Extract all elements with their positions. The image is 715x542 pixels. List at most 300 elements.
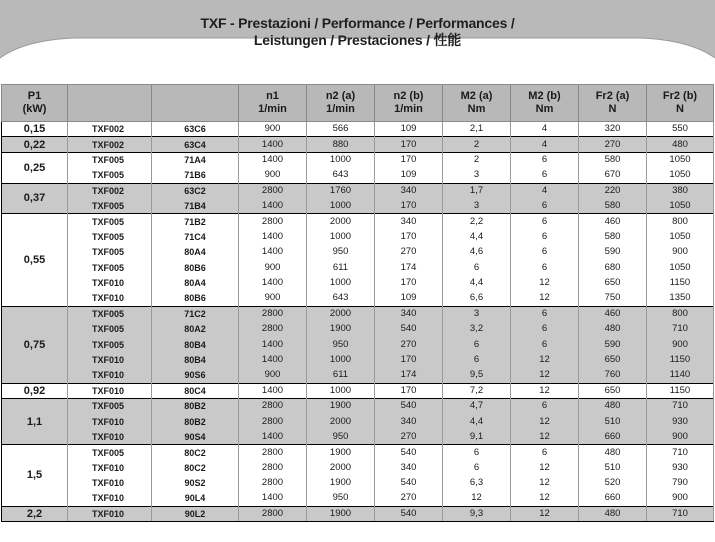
value-cell: 790 <box>647 475 714 490</box>
value-cell: 4,6 <box>443 245 511 260</box>
table-row <box>2 383 714 398</box>
motor-cell: 80A4 <box>152 245 239 260</box>
model-cell: TXF002 <box>68 183 152 198</box>
value-cell: 170 <box>375 198 443 213</box>
value-cell: 6 <box>511 168 579 183</box>
value-cell: 800 <box>647 306 714 321</box>
table-row <box>2 168 714 183</box>
model-cell: TXF010 <box>68 460 152 475</box>
value-cell: 1,7 <box>443 183 511 198</box>
power-cell: 0,92 <box>2 383 68 398</box>
value-cell: 900 <box>647 491 714 506</box>
model-cell: TXF010 <box>68 275 152 290</box>
value-cell: 1400 <box>239 152 307 167</box>
value-cell: 670 <box>579 168 647 183</box>
value-cell: 1400 <box>239 229 307 244</box>
value-cell: 12 <box>511 491 579 506</box>
value-cell: 900 <box>239 122 307 137</box>
value-cell: 1000 <box>307 152 375 167</box>
motor-cell: 80B4 <box>152 352 239 367</box>
model-cell: TXF005 <box>68 245 152 260</box>
value-cell: 950 <box>307 491 375 506</box>
column-header <box>239 85 307 122</box>
column-header-line2: 1/min <box>326 103 355 115</box>
value-cell: 1400 <box>239 198 307 213</box>
motor-cell: 71A4 <box>152 152 239 167</box>
model-cell: TXF010 <box>68 506 152 521</box>
value-cell: 3 <box>443 306 511 321</box>
title-banner <box>0 0 715 62</box>
motor-cell: 71C4 <box>152 229 239 244</box>
value-cell: 6 <box>511 337 579 352</box>
table-row <box>2 137 714 152</box>
model-cell: TXF005 <box>68 229 152 244</box>
model-cell: TXF005 <box>68 399 152 414</box>
value-cell: 6 <box>443 352 511 367</box>
value-cell: 3 <box>443 168 511 183</box>
value-cell: 3 <box>443 198 511 213</box>
column-header <box>375 85 443 122</box>
value-cell: 2000 <box>307 306 375 321</box>
value-cell: 174 <box>375 260 443 275</box>
value-cell: 270 <box>375 429 443 444</box>
column-header <box>152 85 239 122</box>
table-row <box>2 399 714 414</box>
value-cell: 1000 <box>307 198 375 213</box>
value-cell: 109 <box>375 122 443 137</box>
value-cell: 540 <box>375 445 443 460</box>
value-cell: 9,1 <box>443 429 511 444</box>
table-row <box>2 368 714 383</box>
value-cell: 611 <box>307 260 375 275</box>
motor-cell: 80C2 <box>152 445 239 460</box>
value-cell: 900 <box>239 260 307 275</box>
value-cell: 660 <box>579 491 647 506</box>
value-cell: 2000 <box>307 414 375 429</box>
value-cell: 1050 <box>647 198 714 213</box>
value-cell: 6 <box>511 152 579 167</box>
value-cell: 900 <box>647 429 714 444</box>
value-cell: 1000 <box>307 275 375 290</box>
value-cell: 2800 <box>239 306 307 321</box>
value-cell: 340 <box>375 214 443 229</box>
column-header-line2: 1/min <box>394 103 423 115</box>
value-cell: 12 <box>511 460 579 475</box>
value-cell: 580 <box>579 152 647 167</box>
value-cell: 460 <box>579 214 647 229</box>
value-cell: 510 <box>579 460 647 475</box>
table-row <box>2 152 714 167</box>
table-row <box>2 414 714 429</box>
column-header <box>647 85 714 122</box>
model-cell: TXF005 <box>68 168 152 183</box>
value-cell: 6 <box>511 245 579 260</box>
value-cell: 480 <box>579 506 647 521</box>
value-cell: 12 <box>511 429 579 444</box>
value-cell: 1400 <box>239 491 307 506</box>
table-row <box>2 322 714 337</box>
value-cell: 6 <box>511 214 579 229</box>
value-cell: 611 <box>307 368 375 383</box>
model-cell: TXF010 <box>68 429 152 444</box>
value-cell: 6 <box>511 322 579 337</box>
motor-cell: 80B4 <box>152 337 239 352</box>
value-cell: 1350 <box>647 291 714 306</box>
value-cell: 7,2 <box>443 383 511 398</box>
value-cell: 900 <box>647 245 714 260</box>
value-cell: 650 <box>579 352 647 367</box>
value-cell: 2800 <box>239 460 307 475</box>
column-header-line1: P1 <box>27 90 42 102</box>
value-cell: 12 <box>443 491 511 506</box>
value-cell: 1400 <box>239 137 307 152</box>
value-cell: 1400 <box>239 352 307 367</box>
value-cell: 9,5 <box>443 368 511 383</box>
table-row <box>2 214 714 229</box>
value-cell: 880 <box>307 137 375 152</box>
value-cell: 109 <box>375 291 443 306</box>
value-cell: 12 <box>511 475 579 490</box>
value-cell: 1900 <box>307 475 375 490</box>
title-line-2: Leistungen / Prestaciones / 性能 <box>253 32 462 48</box>
value-cell: 540 <box>375 475 443 490</box>
value-cell: 4 <box>511 137 579 152</box>
value-cell: 650 <box>579 275 647 290</box>
motor-cell: 80B2 <box>152 414 239 429</box>
table-row <box>2 122 714 137</box>
value-cell: 566 <box>307 122 375 137</box>
value-cell: 1400 <box>239 383 307 398</box>
value-cell: 930 <box>647 414 714 429</box>
motor-cell: 80A2 <box>152 322 239 337</box>
motor-cell: 71C2 <box>152 306 239 321</box>
value-cell: 9,3 <box>443 506 511 521</box>
value-cell: 2 <box>443 152 511 167</box>
model-cell: TXF005 <box>68 445 152 460</box>
power-cell: 0,55 <box>2 214 68 306</box>
motor-cell: 90L4 <box>152 491 239 506</box>
model-cell: TXF005 <box>68 322 152 337</box>
motor-cell: 80C2 <box>152 460 239 475</box>
value-cell: 2800 <box>239 414 307 429</box>
column-header-line1: M2 (a) <box>460 90 493 102</box>
value-cell: 6 <box>443 460 511 475</box>
value-cell: 170 <box>375 352 443 367</box>
model-cell: TXF010 <box>68 491 152 506</box>
model-cell: TXF010 <box>68 368 152 383</box>
value-cell: 580 <box>579 229 647 244</box>
value-cell: 170 <box>375 383 443 398</box>
model-cell: TXF005 <box>68 152 152 167</box>
value-cell: 950 <box>307 245 375 260</box>
value-cell: 1050 <box>647 229 714 244</box>
table-row <box>2 460 714 475</box>
model-cell: TXF002 <box>68 137 152 152</box>
value-cell: 950 <box>307 429 375 444</box>
value-cell: 170 <box>375 152 443 167</box>
value-cell: 1900 <box>307 399 375 414</box>
value-cell: 680 <box>579 260 647 275</box>
table-row <box>2 506 714 521</box>
column-header-line2: N <box>676 103 684 115</box>
column-header-line1: M2 (b) <box>528 90 561 102</box>
table-row <box>2 245 714 260</box>
column-header-line2: Nm <box>535 103 554 115</box>
value-cell: 460 <box>579 306 647 321</box>
column-header-line1: Fr2 (b) <box>662 90 698 102</box>
value-cell: 6,3 <box>443 475 511 490</box>
value-cell: 1900 <box>307 445 375 460</box>
table-row <box>2 260 714 275</box>
table-row <box>2 229 714 244</box>
power-cell: 0,15 <box>2 122 68 137</box>
table-row <box>2 291 714 306</box>
value-cell: 320 <box>579 122 647 137</box>
value-cell: 340 <box>375 183 443 198</box>
value-cell: 6 <box>511 445 579 460</box>
motor-cell: 80A4 <box>152 275 239 290</box>
value-cell: 650 <box>579 383 647 398</box>
value-cell: 900 <box>647 337 714 352</box>
motor-cell: 90S6 <box>152 368 239 383</box>
value-cell: 750 <box>579 291 647 306</box>
value-cell: 710 <box>647 399 714 414</box>
value-cell: 340 <box>375 306 443 321</box>
value-cell: 643 <box>307 291 375 306</box>
power-cell: 2,2 <box>2 506 68 521</box>
value-cell: 6 <box>443 337 511 352</box>
table-row <box>2 198 714 213</box>
value-cell: 550 <box>647 122 714 137</box>
value-cell: 1140 <box>647 368 714 383</box>
column-header-line2: (kW) <box>22 103 47 115</box>
model-cell: TXF005 <box>68 198 152 213</box>
value-cell: 4 <box>511 122 579 137</box>
value-cell: 220 <box>579 183 647 198</box>
table-row <box>2 352 714 367</box>
value-cell: 900 <box>239 291 307 306</box>
value-cell: 6 <box>511 198 579 213</box>
column-header-line2: 1/min <box>258 103 287 115</box>
column-header <box>579 85 647 122</box>
value-cell: 2000 <box>307 460 375 475</box>
value-cell: 1050 <box>647 260 714 275</box>
column-header-line2: N <box>608 103 617 115</box>
table-row <box>2 429 714 444</box>
value-cell: 3,2 <box>443 322 511 337</box>
value-cell: 4,4 <box>443 414 511 429</box>
value-cell: 2800 <box>239 506 307 521</box>
power-cell: 0,75 <box>2 306 68 383</box>
value-cell: 170 <box>375 137 443 152</box>
column-header-line2: Nm <box>467 103 486 115</box>
column-header-line1: n2 (b) <box>393 90 424 102</box>
value-cell: 480 <box>579 322 647 337</box>
value-cell: 109 <box>375 168 443 183</box>
value-cell: 6 <box>511 306 579 321</box>
value-cell: 6 <box>511 229 579 244</box>
power-cell: 1,5 <box>2 445 68 507</box>
value-cell: 4 <box>511 183 579 198</box>
value-cell: 1150 <box>647 383 714 398</box>
value-cell: 2,1 <box>443 122 511 137</box>
value-cell: 900 <box>239 168 307 183</box>
value-cell: 4,4 <box>443 229 511 244</box>
value-cell: 2000 <box>307 214 375 229</box>
motor-cell: 80C4 <box>152 383 239 398</box>
value-cell: 170 <box>375 275 443 290</box>
value-cell: 4,4 <box>443 275 511 290</box>
value-cell: 12 <box>511 383 579 398</box>
value-cell: 6 <box>443 445 511 460</box>
value-cell: 590 <box>579 337 647 352</box>
model-cell: TXF010 <box>68 475 152 490</box>
value-cell: 930 <box>647 460 714 475</box>
column-header-line1: n2 (a) <box>325 90 356 102</box>
column-header <box>2 85 68 122</box>
value-cell: 2,2 <box>443 214 511 229</box>
value-cell: 1760 <box>307 183 375 198</box>
value-cell: 6 <box>443 260 511 275</box>
table-row <box>2 275 714 290</box>
value-cell: 710 <box>647 322 714 337</box>
value-cell: 2800 <box>239 475 307 490</box>
value-cell: 270 <box>375 245 443 260</box>
value-cell: 540 <box>375 399 443 414</box>
value-cell: 6,6 <box>443 291 511 306</box>
performance-table <box>1 84 714 522</box>
value-cell: 510 <box>579 414 647 429</box>
table-header <box>2 85 714 122</box>
column-header-line1: n1 <box>266 90 279 102</box>
value-cell: 12 <box>511 291 579 306</box>
value-cell: 1900 <box>307 322 375 337</box>
value-cell: 340 <box>375 460 443 475</box>
motor-cell: 71B2 <box>152 214 239 229</box>
motor-cell: 80B6 <box>152 260 239 275</box>
value-cell: 1150 <box>647 352 714 367</box>
value-cell: 1000 <box>307 383 375 398</box>
value-cell: 540 <box>375 506 443 521</box>
value-cell: 1050 <box>647 168 714 183</box>
value-cell: 1400 <box>239 429 307 444</box>
power-cell: 0,37 <box>2 183 68 214</box>
table-row <box>2 306 714 321</box>
motor-cell: 71B4 <box>152 198 239 213</box>
model-cell: TXF002 <box>68 122 152 137</box>
motor-cell: 71B6 <box>152 168 239 183</box>
model-cell: TXF005 <box>68 214 152 229</box>
value-cell: 270 <box>579 137 647 152</box>
value-cell: 174 <box>375 368 443 383</box>
value-cell: 1400 <box>239 245 307 260</box>
value-cell: 760 <box>579 368 647 383</box>
motor-cell: 63C6 <box>152 122 239 137</box>
table-row <box>2 475 714 490</box>
value-cell: 2800 <box>239 214 307 229</box>
model-cell: TXF005 <box>68 306 152 321</box>
value-cell: 2800 <box>239 445 307 460</box>
page-title <box>0 15 715 49</box>
value-cell: 340 <box>375 414 443 429</box>
value-cell: 660 <box>579 429 647 444</box>
value-cell: 6 <box>511 260 579 275</box>
power-cell: 0,22 <box>2 137 68 152</box>
value-cell: 12 <box>511 275 579 290</box>
table-body <box>2 122 714 522</box>
value-cell: 270 <box>375 337 443 352</box>
value-cell: 170 <box>375 229 443 244</box>
value-cell: 1150 <box>647 275 714 290</box>
model-cell: TXF010 <box>68 352 152 367</box>
value-cell: 380 <box>647 183 714 198</box>
column-header <box>307 85 375 122</box>
value-cell: 6 <box>511 399 579 414</box>
value-cell: 480 <box>579 399 647 414</box>
value-cell: 270 <box>375 491 443 506</box>
value-cell: 12 <box>511 368 579 383</box>
value-cell: 1900 <box>307 506 375 521</box>
table-row <box>2 337 714 352</box>
value-cell: 1000 <box>307 229 375 244</box>
model-cell: TXF005 <box>68 337 152 352</box>
value-cell: 480 <box>647 137 714 152</box>
value-cell: 900 <box>239 368 307 383</box>
model-cell: TXF005 <box>68 260 152 275</box>
value-cell: 12 <box>511 414 579 429</box>
value-cell: 520 <box>579 475 647 490</box>
model-cell: TXF010 <box>68 291 152 306</box>
value-cell: 12 <box>511 352 579 367</box>
value-cell: 710 <box>647 506 714 521</box>
model-cell: TXF010 <box>68 414 152 429</box>
column-header-line1: Fr2 (a) <box>595 90 630 102</box>
motor-cell: 90S4 <box>152 429 239 444</box>
model-cell: TXF010 <box>68 383 152 398</box>
value-cell: 12 <box>511 506 579 521</box>
value-cell: 1400 <box>239 275 307 290</box>
motor-cell: 63C4 <box>152 137 239 152</box>
value-cell: 580 <box>579 198 647 213</box>
column-header <box>511 85 579 122</box>
column-header <box>68 85 152 122</box>
value-cell: 800 <box>647 214 714 229</box>
value-cell: 1050 <box>647 152 714 167</box>
table-row <box>2 183 714 198</box>
value-cell: 643 <box>307 168 375 183</box>
value-cell: 480 <box>579 445 647 460</box>
motor-cell: 63C2 <box>152 183 239 198</box>
motor-cell: 90S2 <box>152 475 239 490</box>
power-cell: 1,1 <box>2 399 68 445</box>
value-cell: 1000 <box>307 352 375 367</box>
motor-cell: 80B6 <box>152 291 239 306</box>
table-row <box>2 445 714 460</box>
power-cell: 0,25 <box>2 152 68 183</box>
value-cell: 2800 <box>239 183 307 198</box>
table-row <box>2 491 714 506</box>
value-cell: 2800 <box>239 322 307 337</box>
column-header <box>443 85 511 122</box>
value-cell: 950 <box>307 337 375 352</box>
value-cell: 2 <box>443 137 511 152</box>
title-line-1: TXF - Prestazioni / Performance / Performances / <box>200 15 515 31</box>
value-cell: 590 <box>579 245 647 260</box>
value-cell: 1400 <box>239 337 307 352</box>
motor-cell: 90L2 <box>152 506 239 521</box>
value-cell: 710 <box>647 445 714 460</box>
value-cell: 540 <box>375 322 443 337</box>
